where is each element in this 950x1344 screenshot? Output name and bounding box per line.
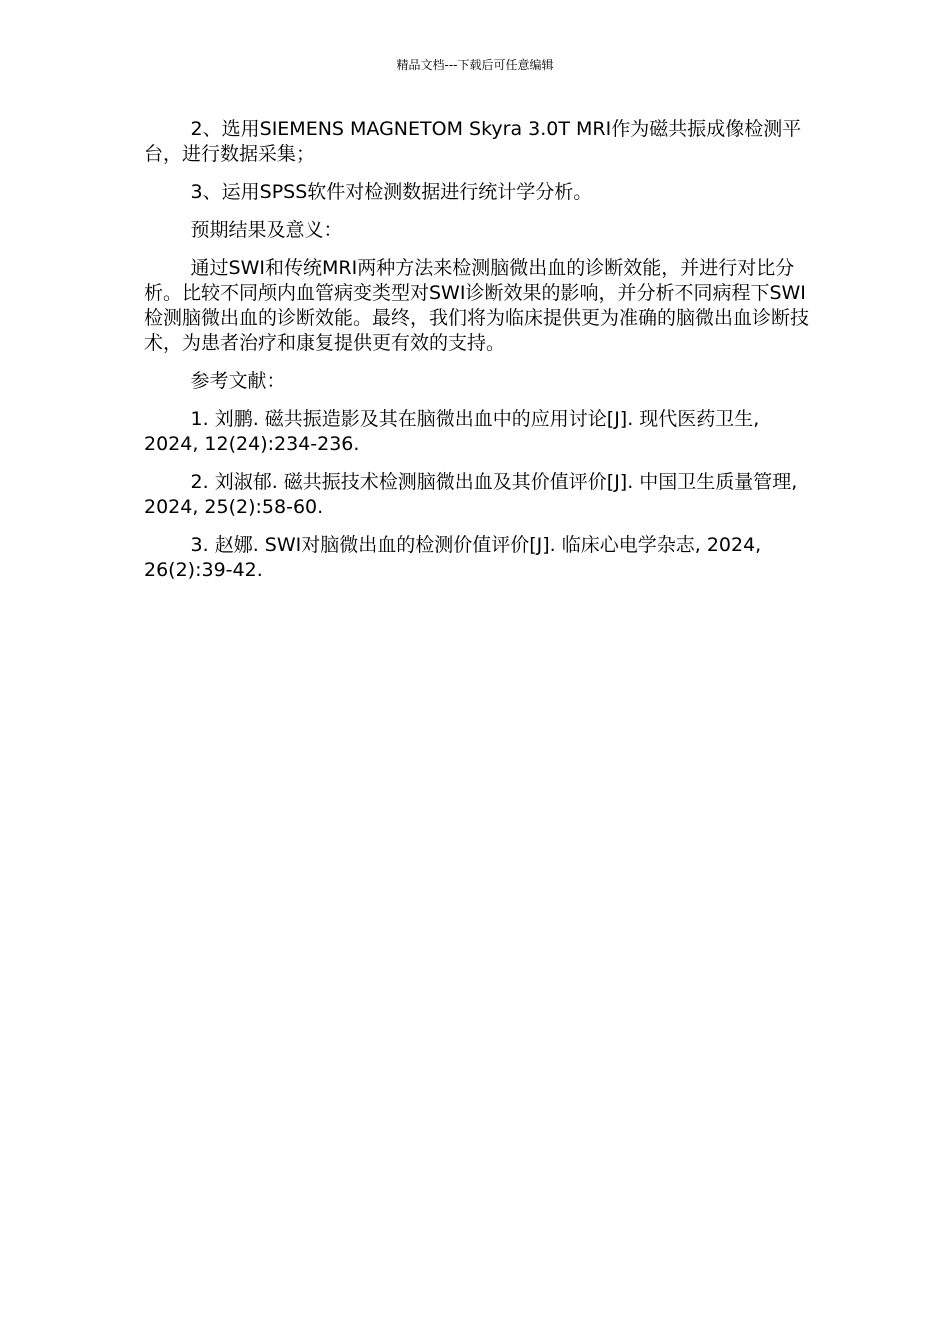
references-heading: 参考文献： [190,370,286,392]
expected-results-heading: 预期结果及意义： [190,219,343,241]
document-body [144,117,812,596]
reference-item-1: 1. 刘鹏. 磁共振造影及其在脑微出血中的应用讨论[J]. 现代医药卫生, 2024, 12(24):234-236. [144,408,760,455]
reference-item-2: 2. 刘淑郁. 磁共振技术检测脑微出血及其价值评价[J]. 中国卫生质量管理, 2024, 25(2):58-60. [144,471,798,518]
reference-item-3: 3. 赵娜. SWI对脑微出血的检测价值评价[J]. 临床心电学杂志, 2024, 26(2):39-42. [144,534,762,581]
method-step-3: 3、运用SPSS软件对检测数据进行统计学分析。 [190,181,593,203]
page-header: 精品文档---下载后可任意编辑 [396,58,554,72]
method-step-2: 2、选用SIEMENS MAGNETOM Skyra 3.0T MRI作为磁共振成像检测平台，进行数据采集； [144,118,802,165]
expected-results-paragraph: 通过SWI和传统MRI两种方法来检测脑微出血的诊断效能，并进行对比分析。比较不同颅内血管病变类型对SWI诊断效果的影响，并分析不同病程下SWI检测脑微出血的诊断效能。最终，我们将为临床提供更为准确的脑微出血诊断技术，为患者治疗和康复提供更有效的支持。 [144,257,810,354]
